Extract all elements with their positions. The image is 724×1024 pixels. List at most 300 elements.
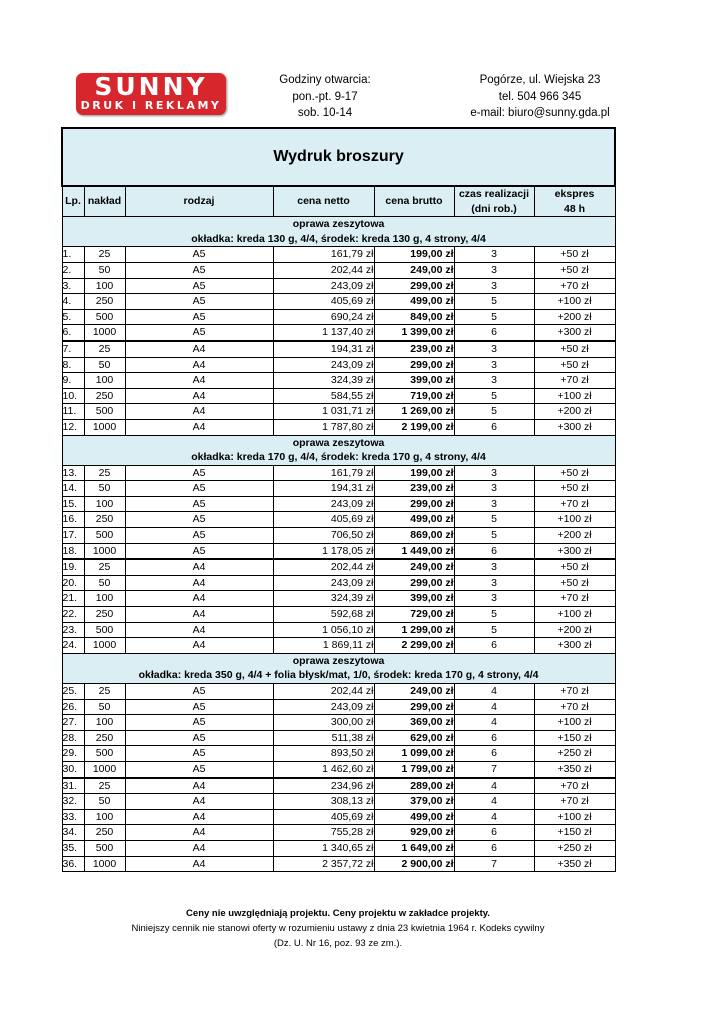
cell-rodzaj: A4: [125, 388, 273, 404]
cell-brutto: 719,00 zł: [374, 388, 454, 404]
cell-brutto: 379,00 zł: [374, 794, 454, 810]
cell-netto: 893,50 zł: [273, 746, 374, 762]
cell-netto: 324,39 zł: [273, 373, 374, 389]
cell-rodzaj: A5: [125, 262, 273, 278]
cell-czas: 3: [454, 357, 534, 373]
cell-ekspres: +100 zł: [534, 715, 615, 731]
table-row: [62, 419, 615, 435]
cell-netto: 202,44 zł: [273, 684, 374, 700]
cell-netto: 194,31 zł: [273, 481, 374, 497]
cell-rodzaj: A4: [125, 622, 273, 638]
hours-saturday: sob. 10-14: [297, 107, 353, 119]
cell-netto: 161,79 zł: [273, 465, 374, 481]
cell-rodzaj: A4: [125, 825, 273, 841]
table-row: [62, 388, 615, 404]
cell-netto: 243,09 zł: [273, 278, 374, 294]
table-row: [62, 496, 615, 512]
cell-lp: 15.: [62, 496, 84, 512]
cell-czas: 6: [454, 543, 534, 559]
cell-ekspres: +50 zł: [534, 481, 615, 497]
cell-rodzaj: A5: [125, 325, 273, 341]
cell-ekspres: +100 zł: [534, 294, 615, 310]
opening-hours: [255, 72, 395, 122]
cell-ekspres: +200 zł: [534, 528, 615, 544]
section-title: [62, 217, 615, 247]
cell-brutto: 1 449,00 zł: [374, 543, 454, 559]
table-row: [62, 825, 615, 841]
cell-ekspres: +350 zł: [534, 761, 615, 777]
table-row: [62, 465, 615, 481]
cell-lp: 11.: [62, 404, 84, 420]
cell-czas: 3: [454, 591, 534, 607]
cell-lp: 4.: [62, 294, 84, 310]
cell-czas: 5: [454, 294, 534, 310]
cell-lp: 35.: [62, 840, 84, 856]
cell-rodzaj: A5: [125, 543, 273, 559]
cell-naklad: 100: [84, 496, 125, 512]
cell-netto: 202,44 zł: [273, 262, 374, 278]
cell-lp: 17.: [62, 528, 84, 544]
cell-netto: 690,24 zł: [273, 309, 374, 325]
table-row: [62, 684, 615, 700]
cell-naklad: 500: [84, 746, 125, 762]
cell-naklad: 25: [84, 341, 125, 357]
table-row: [62, 778, 615, 794]
cell-rodzaj: A5: [125, 496, 273, 512]
cell-rodzaj: A5: [125, 746, 273, 762]
cell-brutto: 1 099,00 zł: [374, 746, 454, 762]
cell-brutto: 399,00 zł: [374, 373, 454, 389]
cell-lp: 26.: [62, 699, 84, 715]
cell-netto: 202,44 zł: [273, 559, 374, 575]
cell-ekspres: +200 zł: [534, 309, 615, 325]
table-row: [62, 622, 615, 638]
cell-naklad: 1000: [84, 543, 125, 559]
cell-netto: 234,96 zł: [273, 778, 374, 794]
table-row: [62, 559, 615, 575]
table-row: [62, 528, 615, 544]
cell-netto: 161,79 zł: [273, 247, 374, 263]
cell-rodzaj: A4: [125, 638, 273, 654]
hours-weekdays: pon.-pt. 9-17: [292, 90, 358, 103]
section-materials: okładka: kreda 170 g, 4/4, środek: kreda 170 g, 4 strony, 4/4: [191, 451, 486, 464]
header-ekspres: [534, 186, 615, 217]
cell-naklad: 500: [84, 622, 125, 638]
section-materials: okładka: kreda 130 g, 4/4, środek: kreda 130 g, 4 strony, 4/4: [191, 232, 486, 245]
header-ekspres-line1: ekspres: [554, 188, 595, 200]
cell-czas: 3: [454, 247, 534, 263]
cell-naklad: 25: [84, 559, 125, 575]
cell-brutto: 249,00 zł: [374, 684, 454, 700]
cell-rodzaj: A4: [125, 559, 273, 575]
cell-naklad: 50: [84, 481, 125, 497]
price-table: [61, 127, 616, 872]
logo-brand: SUNNY: [94, 72, 208, 101]
cell-czas: 5: [454, 607, 534, 623]
cell-lp: 23.: [62, 622, 84, 638]
cell-czas: 6: [454, 730, 534, 746]
cell-rodzaj: A5: [125, 528, 273, 544]
cell-lp: 22.: [62, 607, 84, 623]
header-czas: [454, 186, 534, 217]
table-row: [62, 575, 615, 591]
cell-lp: 25.: [62, 684, 84, 700]
table-row: [62, 794, 615, 810]
cell-naklad: 250: [84, 825, 125, 841]
table-row: [62, 746, 615, 762]
table-row: [62, 262, 615, 278]
cell-lp: 9.: [62, 373, 84, 389]
table-row: [62, 278, 615, 294]
cell-lp: 34.: [62, 825, 84, 841]
footer-line3: (Dz. U. Nr 16, poz. 93 ze zm.).: [273, 938, 403, 949]
cell-naklad: 250: [84, 607, 125, 623]
cell-lp: 27.: [62, 715, 84, 731]
cell-netto: 1 056,10 zł: [273, 622, 374, 638]
contact-email: e-mail: biuro@sunny.gda.pl: [470, 107, 610, 119]
cell-rodzaj: A4: [125, 840, 273, 856]
cell-lp: 6.: [62, 325, 84, 341]
cell-netto: 308,13 zł: [273, 794, 374, 810]
cell-lp: 31.: [62, 778, 84, 794]
table-row: [62, 512, 615, 528]
cell-netto: 592,68 zł: [273, 607, 374, 623]
cell-ekspres: +200 zł: [534, 404, 615, 420]
cell-lp: 30.: [62, 761, 84, 777]
cell-brutto: 199,00 zł: [374, 247, 454, 263]
cell-ekspres: +300 zł: [534, 325, 615, 341]
cell-netto: 1 340,65 zł: [273, 840, 374, 856]
cell-naklad: 500: [84, 840, 125, 856]
cell-netto: 1 178,05 zł: [273, 543, 374, 559]
cell-naklad: 1000: [84, 856, 125, 872]
cell-netto: 511,38 zł: [273, 730, 374, 746]
cell-naklad: 100: [84, 715, 125, 731]
cell-ekspres: +50 zł: [534, 262, 615, 278]
cell-lp: 13.: [62, 465, 84, 481]
cell-ekspres: +70 zł: [534, 496, 615, 512]
cell-rodzaj: A4: [125, 404, 273, 420]
cell-czas: 4: [454, 778, 534, 794]
cell-rodzaj: A4: [125, 341, 273, 357]
header-czas-line2: (dni rob.): [471, 202, 517, 215]
cell-ekspres: +70 zł: [534, 794, 615, 810]
cell-naklad: 100: [84, 373, 125, 389]
cell-rodzaj: A5: [125, 761, 273, 777]
cell-naklad: 250: [84, 294, 125, 310]
cell-brutto: 849,00 zł: [374, 309, 454, 325]
cell-czas: 5: [454, 528, 534, 544]
cell-czas: 6: [454, 825, 534, 841]
cell-lp: 18.: [62, 543, 84, 559]
cell-czas: 6: [454, 746, 534, 762]
cell-czas: 3: [454, 278, 534, 294]
cell-netto: 1 137,40 zł: [273, 325, 374, 341]
cell-czas: 5: [454, 309, 534, 325]
section-header: [62, 217, 615, 247]
cell-ekspres: +50 zł: [534, 559, 615, 575]
cell-czas: 3: [454, 559, 534, 575]
cell-naklad: 25: [84, 465, 125, 481]
table-row: [62, 638, 615, 654]
cell-netto: 300,00 zł: [273, 715, 374, 731]
cell-czas: 3: [454, 575, 534, 591]
table-row: [62, 325, 615, 341]
cell-naklad: 50: [84, 357, 125, 373]
cell-brutto: 869,00 zł: [374, 528, 454, 544]
cell-czas: 5: [454, 622, 534, 638]
cell-naklad: 50: [84, 699, 125, 715]
cell-lp: 20.: [62, 575, 84, 591]
cell-rodzaj: A4: [125, 357, 273, 373]
cell-naklad: 1000: [84, 761, 125, 777]
cell-lp: 8.: [62, 357, 84, 373]
cell-netto: 243,09 zł: [273, 357, 374, 373]
cell-ekspres: +200 zł: [534, 622, 615, 638]
table-row: [62, 341, 615, 357]
cell-naklad: 250: [84, 512, 125, 528]
header-rodzaj: rodzaj: [125, 186, 273, 217]
cell-czas: 3: [454, 373, 534, 389]
table-row: [62, 591, 615, 607]
table-row: [62, 373, 615, 389]
cell-netto: 405,69 zł: [273, 294, 374, 310]
contact-address: Pogórze, ul. Wiejska 23: [479, 74, 601, 86]
cell-netto: 584,55 zł: [273, 388, 374, 404]
cell-ekspres: +50 zł: [534, 247, 615, 263]
cell-ekspres: +150 zł: [534, 825, 615, 841]
table-row: [62, 730, 615, 746]
cell-brutto: 299,00 zł: [374, 496, 454, 512]
cell-brutto: 499,00 zł: [374, 512, 454, 528]
cell-czas: 7: [454, 856, 534, 872]
header-czas-line1: czas realizacji: [458, 188, 530, 200]
contact-info: [440, 72, 640, 122]
cell-naklad: 25: [84, 247, 125, 263]
cell-netto: 243,09 zł: [273, 575, 374, 591]
cell-ekspres: +70 zł: [534, 684, 615, 700]
cell-netto: 194,31 zł: [273, 341, 374, 357]
cell-lp: 36.: [62, 856, 84, 872]
footer-notes: [60, 906, 616, 951]
hours-title: Godziny otwarcia:: [279, 74, 371, 86]
cell-brutto: 1 799,00 zł: [374, 761, 454, 777]
cell-czas: 4: [454, 715, 534, 731]
cell-rodzaj: A5: [125, 309, 273, 325]
cell-naklad: 100: [84, 809, 125, 825]
cell-ekspres: +100 zł: [534, 607, 615, 623]
table-row: [62, 543, 615, 559]
sunny-logo: [76, 73, 226, 115]
cell-czas: 3: [454, 465, 534, 481]
cell-naklad: 25: [84, 684, 125, 700]
cell-lp: 16.: [62, 512, 84, 528]
cell-brutto: 289,00 zł: [374, 778, 454, 794]
cell-czas: 5: [454, 388, 534, 404]
cell-ekspres: +100 zł: [534, 809, 615, 825]
cell-czas: 7: [454, 761, 534, 777]
cell-ekspres: +250 zł: [534, 746, 615, 762]
cell-rodzaj: A5: [125, 278, 273, 294]
section-title: [62, 653, 615, 683]
cell-lp: 32.: [62, 794, 84, 810]
section-binding: oprawa zeszytowa: [292, 218, 385, 231]
cell-brutto: 299,00 zł: [374, 575, 454, 591]
cell-czas: 3: [454, 496, 534, 512]
table-row: [62, 607, 615, 623]
cell-ekspres: +70 zł: [534, 778, 615, 794]
cell-brutto: 499,00 zł: [374, 294, 454, 310]
table-row: [62, 294, 615, 310]
cell-brutto: 499,00 zł: [374, 809, 454, 825]
cell-naklad: 250: [84, 730, 125, 746]
cell-rodzaj: A5: [125, 715, 273, 731]
cell-brutto: 299,00 zł: [374, 357, 454, 373]
cell-ekspres: +50 zł: [534, 575, 615, 591]
cell-ekspres: +70 zł: [534, 373, 615, 389]
cell-lp: 33.: [62, 809, 84, 825]
cell-ekspres: +350 zł: [534, 856, 615, 872]
table-row: [62, 357, 615, 373]
cell-netto: 243,09 zł: [273, 496, 374, 512]
cell-brutto: 249,00 zł: [374, 262, 454, 278]
cell-ekspres: +300 zł: [534, 638, 615, 654]
cell-czas: 3: [454, 341, 534, 357]
cell-czas: 4: [454, 794, 534, 810]
cell-netto: 1 462,60 zł: [273, 761, 374, 777]
cell-netto: 1 869,11 zł: [273, 638, 374, 654]
cell-netto: 243,09 zł: [273, 699, 374, 715]
cell-netto: 324,39 zł: [273, 591, 374, 607]
cell-lp: 29.: [62, 746, 84, 762]
cell-brutto: 199,00 zł: [374, 465, 454, 481]
cell-lp: 5.: [62, 309, 84, 325]
cell-lp: 3.: [62, 278, 84, 294]
header-netto: cena netto: [273, 186, 374, 217]
cell-netto: 755,28 zł: [273, 825, 374, 841]
cell-naklad: 50: [84, 575, 125, 591]
cell-netto: 2 357,72 zł: [273, 856, 374, 872]
contact-phone: tel. 504 966 345: [498, 90, 582, 103]
cell-brutto: 729,00 zł: [374, 607, 454, 623]
table-row: [62, 247, 615, 263]
cell-rodzaj: A4: [125, 607, 273, 623]
cell-czas: 4: [454, 684, 534, 700]
table-row: [62, 761, 615, 777]
cell-naklad: 500: [84, 528, 125, 544]
cell-czas: 5: [454, 512, 534, 528]
cell-ekspres: +300 zł: [534, 419, 615, 435]
cell-naklad: 500: [84, 309, 125, 325]
table-header-row: [62, 186, 615, 217]
cell-naklad: 100: [84, 591, 125, 607]
cell-brutto: 629,00 zł: [374, 730, 454, 746]
cell-brutto: 1 399,00 zł: [374, 325, 454, 341]
cell-ekspres: +70 zł: [534, 591, 615, 607]
cell-netto: 405,69 zł: [273, 512, 374, 528]
cell-netto: 1 787,80 zł: [273, 419, 374, 435]
cell-rodzaj: A5: [125, 247, 273, 263]
cell-lp: 28.: [62, 730, 84, 746]
cell-czas: 6: [454, 419, 534, 435]
cell-rodzaj: A4: [125, 778, 273, 794]
section-binding: oprawa zeszytowa: [292, 654, 385, 667]
cell-brutto: 249,00 zł: [374, 559, 454, 575]
cell-rodzaj: A4: [125, 591, 273, 607]
cell-lp: 1.: [62, 247, 84, 263]
cell-ekspres: +250 zł: [534, 840, 615, 856]
section-materials: okładka: kreda 350 g, 4/4 + folia błysk/mat, 1/0, środek: kreda 170 g, 4 strony, 4/4: [138, 669, 539, 682]
cell-rodzaj: A4: [125, 373, 273, 389]
cell-netto: 1 031,71 zł: [273, 404, 374, 420]
cell-brutto: 1 649,00 zł: [374, 840, 454, 856]
cell-naklad: 1000: [84, 325, 125, 341]
cell-ekspres: +50 zł: [534, 465, 615, 481]
cell-lp: 14.: [62, 481, 84, 497]
section-title: [62, 435, 615, 465]
cell-czas: 6: [454, 638, 534, 654]
header-ekspres-line2: 48 h: [564, 202, 586, 215]
section-header: [62, 435, 615, 465]
table-row: [62, 856, 615, 872]
cell-czas: 4: [454, 699, 534, 715]
cell-brutto: 239,00 zł: [374, 481, 454, 497]
cell-brutto: 2 900,00 zł: [374, 856, 454, 872]
cell-lp: 12.: [62, 419, 84, 435]
header-naklad: nakład: [84, 186, 125, 217]
cell-naklad: 500: [84, 404, 125, 420]
cell-brutto: 1 299,00 zł: [374, 622, 454, 638]
cell-rodzaj: A5: [125, 730, 273, 746]
cell-brutto: 369,00 zł: [374, 715, 454, 731]
table-row: [62, 481, 615, 497]
cell-rodzaj: A5: [125, 512, 273, 528]
header-brutto: cena brutto: [374, 186, 454, 217]
table-row: [62, 840, 615, 856]
cell-rodzaj: A4: [125, 794, 273, 810]
cell-rodzaj: A5: [125, 684, 273, 700]
footer-line1: Ceny nie uwzględniają projektu. Ceny projektu w zakładce projekty.: [186, 908, 490, 919]
cell-rodzaj: A4: [125, 575, 273, 591]
cell-brutto: 299,00 zł: [374, 699, 454, 715]
cell-brutto: 929,00 zł: [374, 825, 454, 841]
table-row: [62, 404, 615, 420]
header-lp: Lp.: [62, 186, 84, 217]
cell-lp: 19.: [62, 559, 84, 575]
table-row: [62, 309, 615, 325]
cell-netto: 706,50 zł: [273, 528, 374, 544]
cell-brutto: 399,00 zł: [374, 591, 454, 607]
cell-lp: 24.: [62, 638, 84, 654]
section-header: [62, 653, 615, 683]
cell-naklad: 1000: [84, 638, 125, 654]
cell-ekspres: +150 zł: [534, 730, 615, 746]
cell-rodzaj: A4: [125, 856, 273, 872]
cell-lp: 7.: [62, 341, 84, 357]
cell-ekspres: +50 zł: [534, 341, 615, 357]
table-row: [62, 809, 615, 825]
table-title: Wydruk broszury: [62, 128, 615, 186]
cell-lp: 21.: [62, 591, 84, 607]
cell-rodzaj: A5: [125, 699, 273, 715]
table-row: [62, 699, 615, 715]
cell-ekspres: +70 zł: [534, 278, 615, 294]
cell-ekspres: +100 zł: [534, 512, 615, 528]
cell-naklad: 250: [84, 388, 125, 404]
cell-rodzaj: A5: [125, 465, 273, 481]
cell-rodzaj: A5: [125, 481, 273, 497]
cell-czas: 3: [454, 262, 534, 278]
